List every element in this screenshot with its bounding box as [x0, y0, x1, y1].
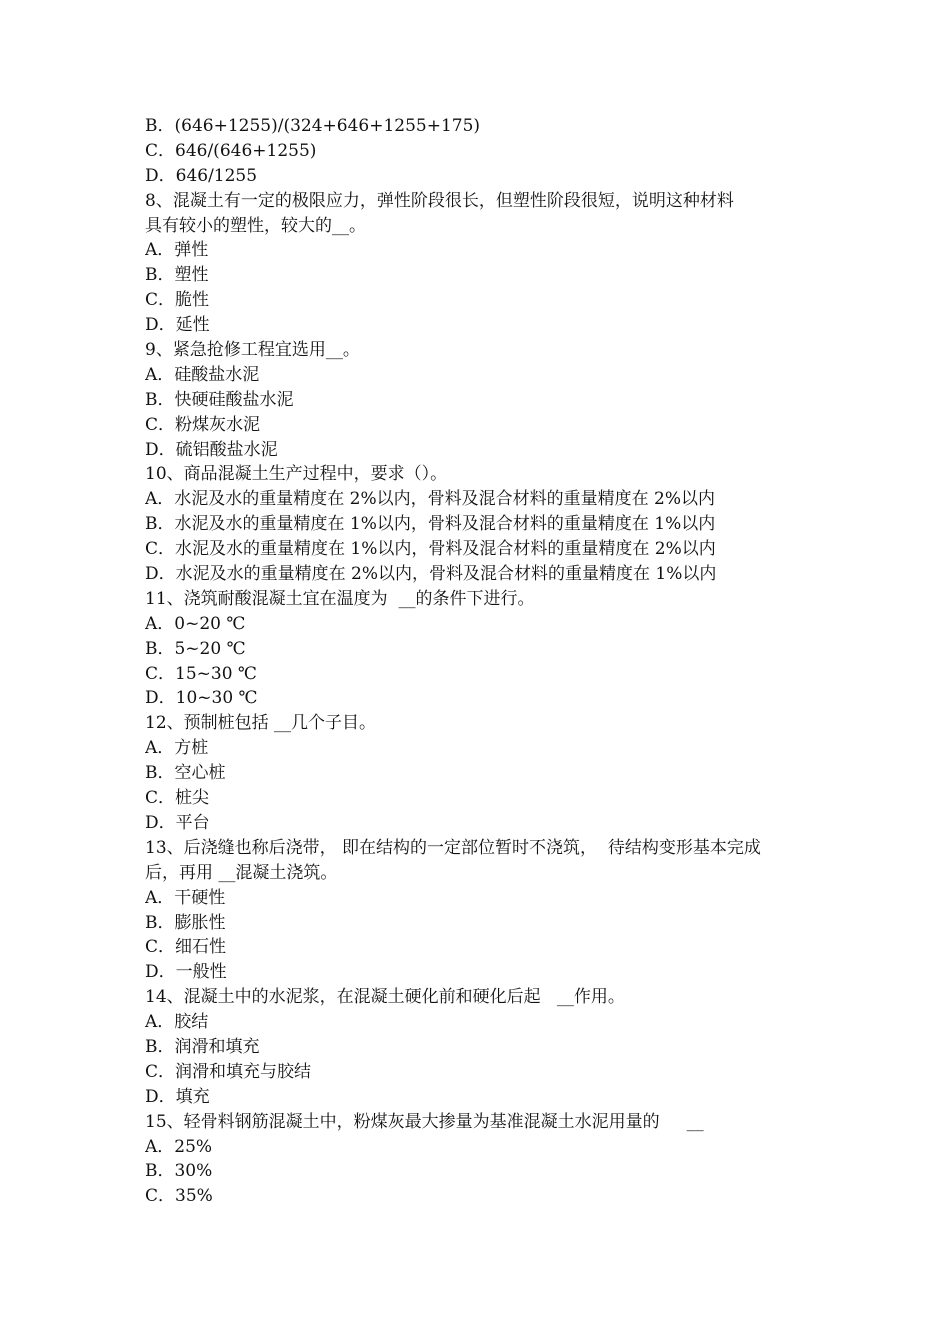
option-line: D．延性 — [145, 315, 210, 336]
option-line: A．干硬性 — [145, 887, 226, 908]
option-line: B．空心桩 — [145, 763, 226, 784]
question-8-stem-cont: 具有较小的塑性，较大的__。 — [145, 215, 366, 236]
option-line: C．粉煤灰水泥 — [145, 414, 261, 435]
option-line: B．润滑和填充 — [145, 1036, 260, 1057]
option-line: D．平台 — [145, 812, 210, 833]
option-line: B．膨胀性 — [145, 912, 226, 933]
question-9-stem: 9、紧急抢修工程宜选用__。 — [145, 340, 360, 361]
question-10-stem: 10、商品混凝土生产过程中，要求（）。 — [145, 464, 448, 485]
option-line: A．水泥及水的重量精度在 2%以内，骨料及混合材料的重量精度在 2%以内 — [145, 489, 716, 510]
option-line: A．弹性 — [145, 240, 209, 261]
option-line: C．15~30 ℃ — [145, 663, 257, 684]
option-line: B．30% — [145, 1161, 213, 1182]
option-line: D．一般性 — [145, 962, 227, 983]
option-line: B．水泥及水的重量精度在 1%以内，骨料及混合材料的重量精度在 1%以内 — [145, 514, 716, 535]
text-line: B．(646+1255)/(324+646+1255+175) — [145, 116, 481, 136]
option-line: A．胶结 — [145, 1012, 209, 1033]
option-line: B．5~20 ℃ — [145, 638, 246, 659]
option-line: C．桩尖 — [145, 788, 210, 809]
option-line: B．快硬硅酸盐水泥 — [145, 389, 294, 410]
option-line: C．35% — [145, 1186, 213, 1207]
question-15-stem: 15、轻骨料钢筋混凝土中，粉煤灰最大掺量为基准混凝土水泥用量的 __ — [145, 1111, 704, 1132]
option-line: C．润滑和填充与胶结 — [145, 1061, 312, 1082]
option-line: A．方桩 — [145, 738, 209, 759]
option-line: C．细石性 — [145, 937, 227, 958]
option-line: A．0~20 ℃ — [145, 613, 246, 634]
option-line: D．硫铝酸盐水泥 — [145, 439, 278, 460]
question-12-stem: 12、预制桩包括 __几个子目。 — [145, 713, 377, 734]
question-14-stem: 14、混凝土中的水泥浆，在混凝土硬化前和硬化后起 __作用。 — [145, 987, 625, 1008]
text-line: C．646/(646+1255) — [145, 140, 317, 161]
option-line: D．水泥及水的重量精度在 2%以内，骨料及混合材料的重量精度在 1%以内 — [145, 564, 717, 585]
option-line: A．硅酸盐水泥 — [145, 364, 260, 385]
question-13-stem-cont: 后，再用 __混凝土浇筑。 — [145, 862, 338, 883]
option-line: D．填充 — [145, 1086, 210, 1107]
option-line: B．塑性 — [145, 265, 209, 286]
question-8-stem: 8、混凝土有一定的极限应力，弹性阶段很长，但塑性阶段很短，说明这种材料 — [145, 190, 734, 211]
option-line: C．水泥及水的重量精度在 1%以内，骨料及混合材料的重量精度在 2%以内 — [145, 539, 716, 560]
option-line: A．25% — [145, 1136, 213, 1157]
option-line: C．脆性 — [145, 290, 210, 311]
question-13-stem: 13、后浇缝也称后浇带， 即在结构的一定部位暂时不浇筑， 待结构变形基本完成 — [145, 837, 761, 858]
option-line: D．10~30 ℃ — [145, 688, 258, 709]
document-body — [145, 114, 815, 1209]
text-line: D．646/1255 — [145, 165, 258, 186]
question-11-stem: 11、浇筑耐酸混凝土宜在温度为 __的条件下进行。 — [145, 588, 535, 609]
